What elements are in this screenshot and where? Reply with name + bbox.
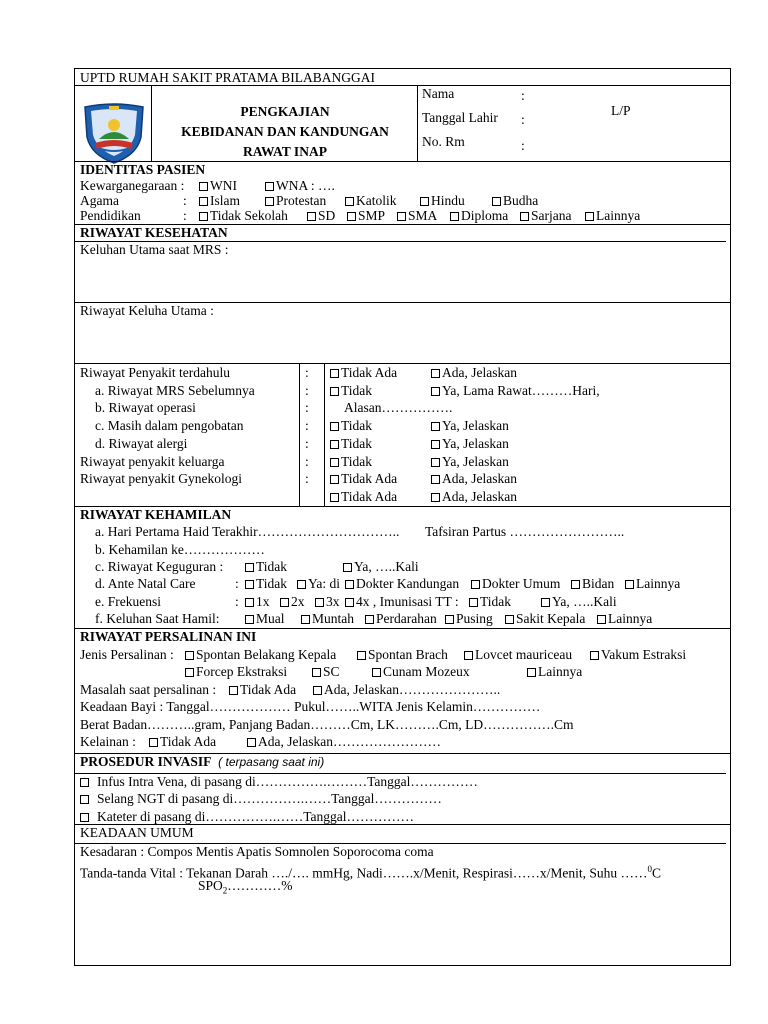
riwayat-row-label: Riwayat penyakit Gynekologi <box>80 471 242 487</box>
keluhan-mrs-label: Keluhan Utama saat MRS : <box>75 241 726 258</box>
checkbox[interactable] <box>80 795 89 804</box>
option-b[interactable]: Ya, Lama Rawat………Hari, <box>431 383 600 399</box>
jenis-persalinan-label: Jenis Persalinan : <box>80 647 174 662</box>
option-wni[interactable]: WNI <box>199 178 237 194</box>
checkbox-sarjana[interactable] <box>520 212 529 221</box>
invasif-row[interactable]: Kateter di pasang di…………….……Tanggal…………… <box>80 809 414 825</box>
checkbox[interactable] <box>185 668 194 677</box>
checkbox[interactable] <box>431 493 440 502</box>
option-cunam[interactable]: Cunam Mozeux <box>372 664 470 680</box>
option-forcep[interactable]: Forcep Ekstraksi <box>185 664 287 680</box>
identitas-section <box>75 161 730 224</box>
option-imunisasi-tidak[interactable]: Tidak <box>469 594 511 610</box>
agama-label: Agama <box>80 193 119 208</box>
keguguran-label: c. Riwayat Keguguran : <box>95 559 224 574</box>
kehamilan-heading: RIWAYAT KEHAMILAN <box>80 507 232 522</box>
option-anc-lainnya[interactable]: Lainnya <box>625 576 680 592</box>
option-mual[interactable]: Mual <box>245 611 285 627</box>
option-dokter-umum[interactable]: Dokter Umum <box>471 576 560 592</box>
checkbox[interactable] <box>431 369 440 378</box>
keadaan-umum-heading: KEADAAN UMUM <box>80 825 194 840</box>
colon: : <box>305 382 309 398</box>
checkbox[interactable] <box>625 580 634 589</box>
kewarganegaraan-label: Kewarganegaraan : <box>80 178 185 193</box>
option-dokter-kandungan[interactable]: Dokter Kandungan <box>345 576 459 592</box>
option-masalah-tidak[interactable]: Tidak Ada <box>229 682 296 698</box>
invasif-subheading: ( terpasang saat ini) <box>218 755 325 769</box>
checkbox[interactable] <box>280 598 289 607</box>
patient-rm-label: No. Rm <box>422 134 465 149</box>
checkbox[interactable] <box>80 813 89 822</box>
checkbox[interactable] <box>431 422 440 431</box>
riwayat-keluhan-section <box>75 302 730 363</box>
checkbox[interactable] <box>330 493 339 502</box>
kelainan-label: Kelainan : <box>80 734 136 749</box>
option-a[interactable]: Tidak <box>330 383 372 399</box>
option-spontan-brach[interactable]: Spontan Brach <box>357 647 448 663</box>
option-pusing[interactable]: Pusing <box>445 611 493 627</box>
checkbox[interactable] <box>330 440 339 449</box>
invasif-heading-row <box>80 754 324 770</box>
option-a[interactable]: Tidak Ada <box>330 471 397 487</box>
option-a[interactable]: Tidak <box>330 454 372 470</box>
checkbox[interactable] <box>597 615 606 624</box>
option-keguguran-ya[interactable]: Ya, …..Kali <box>343 559 419 575</box>
invasif-row[interactable]: Selang NGT di pasang di…………….……Tanggal…………… <box>80 791 442 807</box>
checkbox-budha[interactable] <box>492 197 501 206</box>
colon: : <box>305 471 309 487</box>
colon: : <box>235 594 239 609</box>
checkbox[interactable] <box>372 668 381 677</box>
option-wna[interactable]: WNA : …. <box>265 178 335 194</box>
checkbox[interactable] <box>365 615 374 624</box>
form-title-line-3: RAWAT INAP <box>243 144 327 159</box>
colon: : <box>235 576 239 591</box>
berat-badan-field[interactable]: Berat Badan………..gram, Panjang Badan………Cm, LK……….Cm, LD…………….Cm <box>80 717 574 732</box>
checkbox[interactable] <box>330 422 339 431</box>
riwayat-row-label: Riwayat penyakit keluarga <box>80 453 225 469</box>
checkbox[interactable] <box>464 651 473 660</box>
checkbox[interactable] <box>185 651 194 660</box>
option-katolik[interactable]: Katolik <box>345 193 397 209</box>
option-b[interactable]: Ada, Jelaskan <box>431 365 517 381</box>
option-sakit-kepala[interactable]: Sakit Kepala <box>505 611 585 627</box>
option-budha[interactable]: Budha <box>492 193 538 209</box>
keluhan-hamil-label: f. Keluhan Saat Hamil: <box>95 611 220 626</box>
option-sma[interactable]: SMA <box>397 208 437 224</box>
checkbox[interactable] <box>149 738 158 747</box>
ttv-field[interactable]: Tanda-tanda Vital : Tekanan Darah …./…. mmHg, Nadi…….x/Menit, Respirasi……x/Menit, Suhu ……$^0$C <box>80 864 661 881</box>
checkbox[interactable] <box>571 580 580 589</box>
patient-sex-label: L/P <box>611 103 631 118</box>
checkbox[interactable] <box>541 598 550 607</box>
colon: : <box>521 138 525 153</box>
form-title-line-1: PENGKAJIAN <box>240 104 330 119</box>
checkbox-sd[interactable] <box>307 212 316 221</box>
option-b[interactable]: Ada, Jelaskan <box>431 489 517 505</box>
checkbox[interactable] <box>312 668 321 677</box>
tafsiran-partus-field[interactable]: Tafsiran Partus …………………….. <box>425 524 625 539</box>
option-sd[interactable]: SD <box>307 208 335 224</box>
checkbox-sma[interactable] <box>397 212 406 221</box>
checkbox[interactable] <box>431 475 440 484</box>
patient-name-label: Nama <box>422 86 455 101</box>
option-a[interactable]: Tidak <box>330 436 372 452</box>
checkbox[interactable] <box>590 651 599 660</box>
colon: : <box>305 453 309 469</box>
spo2-field[interactable]: $SPO_2\dots\dots\dots\dots\%$ <box>198 878 293 896</box>
colon: : <box>305 365 309 380</box>
kehamilan-ke-field[interactable]: b. Kehamilan ke……………… <box>95 542 265 557</box>
hpht-field[interactable]: a. Hari Pertama Haid Terakhir………………………….. <box>95 524 400 539</box>
patient-box-divider <box>417 86 418 161</box>
checkbox[interactable] <box>301 615 310 624</box>
option-smp[interactable]: SMP <box>347 208 385 224</box>
checkbox[interactable] <box>345 598 354 607</box>
checkbox[interactable] <box>357 651 366 660</box>
option-imunisasi-ya[interactable]: Ya, …..Kali <box>541 594 617 610</box>
option-vakum[interactable]: Vakum Estraksi <box>590 647 686 663</box>
option-a[interactable]: Tidak Ada <box>330 365 397 381</box>
colon: : <box>305 400 309 416</box>
anc-label: d. Ante Natal Care <box>95 576 196 591</box>
checkbox-hindu[interactable] <box>420 197 429 206</box>
checkbox[interactable] <box>527 668 536 677</box>
patient-dob-label: Tanggal Lahir <box>422 110 498 125</box>
checkbox[interactable] <box>80 778 89 787</box>
keadaan-bayi-field[interactable]: Keadaan Bayi : Tanggal……………… Pukul……..WITA Jenis Kelamin…………… <box>80 699 541 714</box>
checkbox-smp[interactable] <box>347 212 356 221</box>
checkbox[interactable] <box>330 387 339 396</box>
checkbox[interactable] <box>245 580 254 589</box>
option-b[interactable]: Ya, Jelaskan <box>431 454 509 470</box>
option-lainnya[interactable]: Lainnya <box>585 208 640 224</box>
hospital-name: UPTD RUMAH SAKIT PRATAMA BILABANGGAI <box>80 70 375 85</box>
option-spontan-bk[interactable]: Spontan Belakang Kepala <box>185 647 336 663</box>
riwayat-keluhan-label: Riwayat Keluha Utama : <box>80 303 214 318</box>
checkbox[interactable] <box>245 563 254 572</box>
checkbox-diploma[interactable] <box>450 212 459 221</box>
option-masalah-ada[interactable]: Ada, Jelaskan………………….. <box>313 682 500 698</box>
assessment-form <box>74 68 731 966</box>
option-sarjana[interactable]: Sarjana <box>520 208 571 224</box>
option-keluhan-lainnya[interactable]: Lainnya <box>597 611 652 627</box>
riwayat-penyakit-section <box>75 363 730 506</box>
option-4x[interactable]: 4x , Imunisasi TT : <box>345 594 459 610</box>
colon: : <box>305 418 309 434</box>
option-perdarahan[interactable]: Perdarahan <box>365 611 437 627</box>
persalinan-heading: RIWAYAT PERSALINAN INI <box>80 629 257 644</box>
kesadaran-field[interactable]: Kesadaran : Compos Mentis Apatis Somnolen Soporocoma coma <box>75 843 726 860</box>
checkbox-katolik[interactable] <box>345 197 354 206</box>
invasif-row[interactable]: Infus Intra Vena, di pasang di…………….………Tanggal…………… <box>75 773 726 790</box>
checkbox[interactable] <box>247 738 256 747</box>
alasan-field[interactable]: Alasan……………. <box>344 400 453 416</box>
identitas-heading: IDENTITAS PASIEN <box>80 162 206 177</box>
riwayat-row-label: d. Riwayat alergi <box>95 435 188 451</box>
option-lovcet[interactable]: Lovcet mauriceau <box>464 647 572 663</box>
checkbox[interactable] <box>330 369 339 378</box>
checkbox[interactable] <box>505 615 514 624</box>
checkbox-protestan[interactable] <box>265 197 274 206</box>
checkbox[interactable] <box>431 458 440 467</box>
colon: : <box>305 435 309 451</box>
checkbox-wni[interactable] <box>199 182 208 191</box>
checkbox[interactable] <box>315 598 324 607</box>
option-kelainan-tidak[interactable]: Tidak Ada <box>149 734 216 750</box>
checkbox[interactable] <box>297 580 306 589</box>
persalinan-section <box>75 628 730 753</box>
form-title-line-2: KEBIDANAN DAN KANDUNGAN <box>181 124 389 139</box>
invasif-section <box>75 753 730 824</box>
checkbox[interactable] <box>431 387 440 396</box>
kehamilan-section <box>75 506 730 628</box>
riwayat-row-label: c. Masih dalam pengobatan <box>95 418 244 434</box>
header-divider <box>151 86 152 161</box>
option-protestan[interactable]: Protestan <box>265 193 326 209</box>
riwayat-row-label: a. Riwayat MRS Sebelumnya <box>95 382 255 398</box>
option-muntah[interactable]: Muntah <box>301 611 354 627</box>
option-sc[interactable]: SC <box>312 664 340 680</box>
option-1x[interactable]: 1x <box>245 594 270 610</box>
header-block <box>75 85 730 161</box>
option-hindu[interactable]: Hindu <box>420 193 465 209</box>
colon: : <box>183 193 187 208</box>
option-2x[interactable]: 2x <box>280 594 305 610</box>
colon: : <box>521 112 525 127</box>
checkbox[interactable] <box>245 598 254 607</box>
option-anc-ya[interactable]: Ya: di <box>297 576 340 592</box>
checkbox[interactable] <box>445 615 454 624</box>
colon: : <box>521 88 525 103</box>
option-anc-tidak[interactable]: Tidak <box>245 576 287 592</box>
riwayat-kesehatan-section <box>75 224 730 302</box>
riwayat-row-label: b. Riwayat operasi <box>95 400 196 416</box>
table-divider <box>324 364 325 506</box>
option-3x[interactable]: 3x <box>315 594 340 610</box>
checkbox-islam[interactable] <box>199 197 208 206</box>
table-divider <box>299 364 300 506</box>
option-tidak-sekolah[interactable]: Tidak Sekolah <box>199 208 288 224</box>
checkbox-tidak-sekolah[interactable] <box>199 212 208 221</box>
option-bidan[interactable]: Bidan <box>571 576 614 592</box>
option-b[interactable]: Ya, Jelaskan <box>431 436 509 452</box>
option-kelainan-ada[interactable]: Ada, Jelaskan…………………… <box>247 734 441 750</box>
checkbox[interactable] <box>229 686 238 695</box>
checkbox[interactable] <box>343 563 352 572</box>
checkbox[interactable] <box>330 475 339 484</box>
riwayat-kesehatan-heading: RIWAYAT KESEHATAN <box>80 225 228 240</box>
invasif-heading: PROSEDUR INVASIF <box>80 754 212 769</box>
checkbox[interactable] <box>330 458 339 467</box>
checkbox[interactable] <box>471 580 480 589</box>
option-b[interactable]: Ada, Jelaskan <box>431 471 517 487</box>
checkbox[interactable] <box>313 686 322 695</box>
checkbox[interactable] <box>245 615 254 624</box>
frekuensi-label: e. Frekuensi <box>95 594 161 609</box>
option-islam[interactable]: Islam <box>199 193 240 209</box>
pendidikan-label: Pendidikan <box>80 208 141 223</box>
riwayat-row-label: Riwayat Penyakit terdahulu <box>80 365 230 380</box>
option-keguguran-tidak[interactable]: Tidak <box>245 559 287 575</box>
checkbox[interactable] <box>345 580 354 589</box>
option-a[interactable]: Tidak Ada <box>330 489 397 505</box>
masalah-label: Masalah saat persalinan : <box>80 682 217 697</box>
keadaan-umum-section <box>75 824 730 966</box>
option-diploma[interactable]: Diploma <box>450 208 508 224</box>
hospital-logo-icon <box>79 103 149 165</box>
checkbox[interactable] <box>469 598 478 607</box>
colon: : <box>183 208 187 223</box>
option-persalinan-lainnya[interactable]: Lainnya <box>527 664 582 680</box>
checkbox-lainnya[interactable] <box>585 212 594 221</box>
option-a[interactable]: Tidak <box>330 418 372 434</box>
checkbox-wna[interactable] <box>265 182 274 191</box>
checkbox[interactable] <box>431 440 440 449</box>
option-b[interactable]: Ya, Jelaskan <box>431 418 509 434</box>
